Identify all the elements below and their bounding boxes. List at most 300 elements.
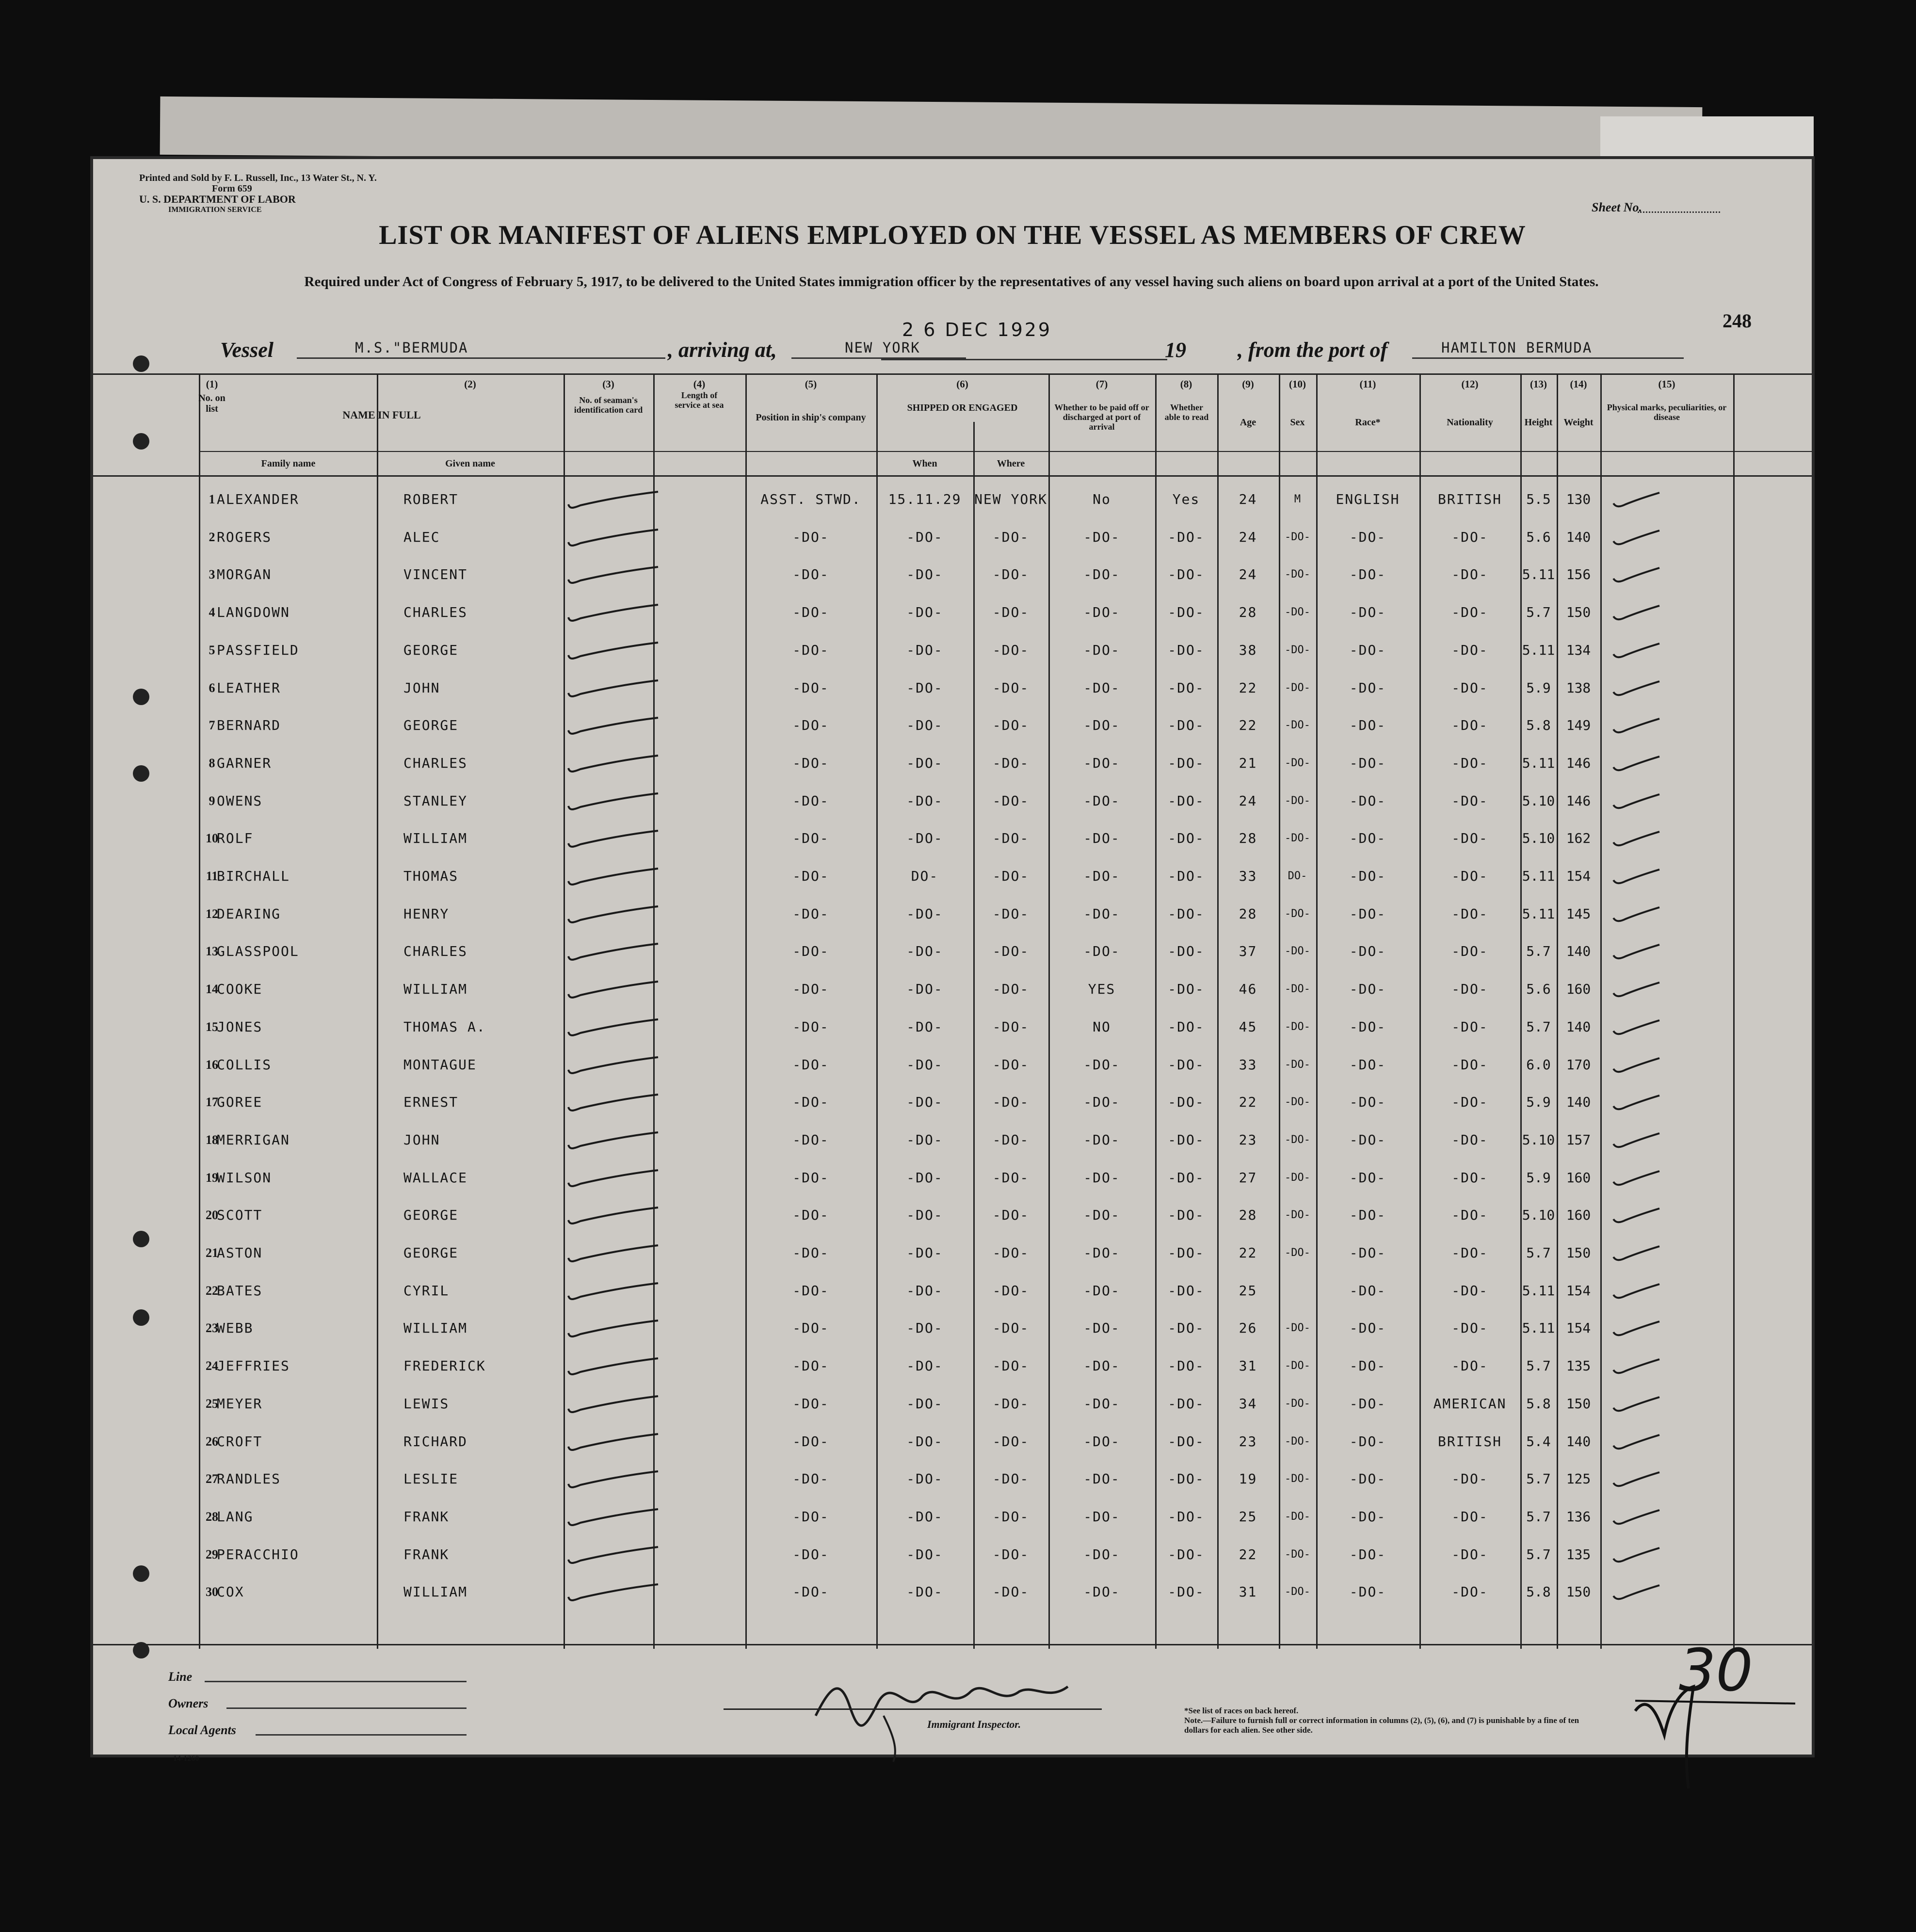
table-row [93,783,1812,820]
physical-check-mark [1611,1432,1664,1451]
sex: -DO- [1285,644,1310,656]
year-label: 19 [1165,338,1186,362]
row-number: 10 [206,831,218,846]
paid-off: -DO- [1083,830,1120,847]
form-code: 14-1260 [173,1755,199,1763]
given-name: JOHN [403,1131,440,1148]
height: 5.11 [1522,566,1555,583]
able-to-read: -DO- [1168,1056,1205,1073]
race: -DO- [1349,1546,1386,1562]
col-header-height: Height [1524,417,1553,428]
shipped-when: -DO- [906,1546,943,1562]
nationality: -DO- [1451,943,1488,960]
able-to-read: -DO- [1168,604,1205,621]
shipped-when: -DO- [906,830,943,847]
table-row [93,1122,1812,1159]
position: -DO- [792,1471,829,1487]
paid-off: -DO- [1083,1584,1120,1600]
physical-check-mark [1611,1130,1664,1150]
height: 5.8 [1526,717,1551,734]
able-to-read: -DO- [1168,792,1205,809]
row-number: 6 [209,680,215,695]
weight: 140 [1566,1018,1591,1035]
sex: -DO- [1285,757,1310,769]
shipped-where: -DO- [992,1094,1030,1111]
age: 24 [1239,566,1257,583]
race: ENGLISH [1336,491,1400,507]
shipped-when: -DO- [906,755,943,771]
table-row [93,1385,1812,1422]
physical-check-mark [1611,1168,1664,1188]
departure-port: HAMILTON BERMUDA [1412,339,1684,359]
given-name: GEORGE [403,642,459,658]
physical-check-mark [1611,1055,1664,1075]
race: -DO- [1349,1282,1386,1299]
sex: -DO- [1285,1020,1310,1033]
paid-off: -DO- [1083,943,1120,960]
col-header-id-card: No. of seaman's identification card [574,395,643,415]
shipped-when: -DO- [906,604,943,621]
weight: 157 [1566,1131,1591,1148]
weight: 140 [1566,1094,1591,1111]
nationality: -DO- [1451,981,1488,998]
shipped-when: -DO- [906,566,943,583]
table-row [93,1574,1812,1610]
col-number: (10) [1289,378,1306,390]
shipped-when: DO- [911,868,939,884]
shipped-where: -DO- [992,566,1030,583]
sex: -DO- [1285,1322,1310,1335]
shipped-where: -DO- [992,792,1030,809]
able-to-read: -DO- [1168,1433,1205,1449]
shipped-when: -DO- [906,943,943,960]
shipped-when: -DO- [906,1395,943,1412]
age: 34 [1239,1395,1257,1412]
height: 5.8 [1526,1584,1551,1600]
able-to-read: -DO- [1168,566,1205,583]
position: -DO- [792,1395,829,1412]
row-number: 29 [206,1547,218,1562]
paid-off: -DO- [1083,1546,1120,1562]
table-bottom-border [93,1644,1812,1645]
race: -DO- [1349,1056,1386,1073]
height: 5.7 [1526,1358,1551,1374]
paid-off: -DO- [1083,642,1120,658]
able-to-read: -DO- [1168,717,1205,734]
id-card-tick-mark [566,1243,663,1263]
table-row [93,1423,1812,1460]
race: -DO- [1349,1169,1386,1186]
family-name: DEARING [217,905,281,922]
shipped-where: -DO- [992,1433,1030,1449]
row-number: 15 [206,1019,218,1034]
col-header-family: Family name [261,458,316,469]
weight: 156 [1566,566,1591,583]
page-number: 248 [1723,310,1752,332]
given-name: VINCENT [403,566,468,583]
position: -DO- [792,679,829,696]
given-name: RICHARD [403,1433,468,1449]
given-name: CHARLES [403,943,468,960]
sex: DO- [1288,870,1307,882]
shipped-when: -DO- [906,1320,943,1336]
physical-check-mark [1611,754,1664,773]
paid-off: -DO- [1083,868,1120,884]
table-row [93,556,1812,593]
height: 5.10 [1522,792,1555,809]
shipped-where: -DO- [992,604,1030,621]
given-name: THOMAS A. [403,1018,486,1035]
weight: 125 [1566,1471,1591,1487]
id-card-tick-mark [566,490,663,509]
col-number: (13) [1530,378,1547,390]
paid-off: -DO- [1083,792,1120,809]
weight: 130 [1566,491,1591,507]
weight: 150 [1566,604,1591,621]
paid-off: -DO- [1083,1282,1120,1299]
nationality: -DO- [1451,1471,1488,1487]
given-name: FREDERICK [403,1358,486,1374]
able-to-read: -DO- [1168,642,1205,658]
family-name: COX [217,1584,244,1600]
race: -DO- [1349,792,1386,809]
weight: 150 [1566,1245,1591,1261]
family-name: MERRIGAN [217,1131,290,1148]
family-name: ROLF [217,830,254,847]
height: 5.10 [1522,830,1555,847]
family-name: LEATHER [217,679,281,696]
position: -DO- [792,1056,829,1073]
id-card-tick-mark [566,980,663,999]
nationality: -DO- [1451,566,1488,583]
nationality: AMERICAN [1433,1395,1507,1412]
col-header-where: Where [997,458,1025,469]
id-card-tick-mark [566,1319,663,1338]
physical-check-mark [1611,1093,1664,1112]
paid-off: -DO- [1083,1471,1120,1487]
id-card-tick-mark [566,678,663,698]
table-row [93,858,1812,895]
paid-off: -DO- [1083,604,1120,621]
id-card-tick-mark [566,1281,663,1301]
position: -DO- [792,717,829,734]
height: 5.7 [1526,1546,1551,1562]
row-number: 30 [206,1585,218,1599]
able-to-read: -DO- [1168,1207,1205,1224]
col-header-sex: Sex [1290,417,1305,428]
id-card-tick-mark [566,641,663,660]
able-to-read: Yes [1172,491,1200,507]
row-number: 2 [209,530,215,544]
nationality: -DO- [1451,1245,1488,1261]
sex: -DO- [1285,531,1310,543]
sex: -DO- [1285,1133,1310,1146]
physical-check-mark [1611,980,1664,999]
family-name: MEYER [217,1395,263,1412]
age: 24 [1239,792,1257,809]
family-name: MORGAN [217,566,272,583]
id-card-tick-mark [566,565,663,584]
family-name: ROGERS [217,529,272,545]
physical-check-mark [1611,603,1664,622]
physical-check-mark [1611,678,1664,698]
race: -DO- [1349,604,1386,621]
race: -DO- [1349,1358,1386,1374]
handwritten-mark [1630,1682,1718,1793]
position: -DO- [792,1094,829,1111]
able-to-read: -DO- [1168,943,1205,960]
sex: -DO- [1285,1096,1310,1109]
weight: 146 [1566,792,1591,809]
family-name: JONES [217,1018,263,1035]
physical-check-mark [1611,1281,1664,1301]
page-subtitle: Required under Act of Congress of February 5, 1917, to be delivered to the United States immigration officer by the representatives of any vessel having such aliens on board upon arrival at a port of the United States. [304,274,1599,290]
age: 38 [1239,642,1257,658]
shipped-where: -DO- [992,1245,1030,1261]
given-name: LESLIE [403,1471,459,1487]
able-to-read: -DO- [1168,981,1205,998]
weight: 150 [1566,1395,1591,1412]
paid-off: -DO- [1083,1094,1120,1111]
family-name: LANG [217,1508,254,1525]
weight: 160 [1566,1207,1591,1224]
row-number: 20 [206,1208,218,1223]
physical-check-mark [1611,1469,1664,1489]
position: -DO- [792,755,829,771]
underlying-sheet [160,97,1703,165]
nationality: -DO- [1451,905,1488,922]
race: -DO- [1349,905,1386,922]
race: -DO- [1349,755,1386,771]
table-row [93,1009,1812,1046]
row-number: 13 [206,944,218,959]
col-number: (11) [1359,378,1376,390]
height: 5.11 [1522,905,1555,922]
table-row [93,1272,1812,1309]
nationality: -DO- [1451,529,1488,545]
nationality: -DO- [1451,1358,1488,1374]
col-number: (8) [1180,378,1192,390]
age: 25 [1239,1282,1257,1299]
physical-check-mark [1611,1319,1664,1338]
height: 5.7 [1526,604,1551,621]
position: -DO- [792,1508,829,1525]
paid-off: -DO- [1083,1358,1120,1374]
manifest-sheet [93,159,1812,1763]
id-card-tick-mark [566,1130,663,1150]
shipped-where: -DO- [992,1056,1030,1073]
row-number: 23 [206,1321,218,1336]
race: -DO- [1349,566,1386,583]
table-row [93,745,1812,782]
col-number: (5) [805,378,817,390]
weight: 162 [1566,830,1591,847]
id-card-tick-mark [566,716,663,735]
weight: 135 [1566,1358,1591,1374]
shipped-when: -DO- [906,1358,943,1374]
shipped-when: -DO- [906,1433,943,1449]
given-name: WILLIAM [403,1584,468,1600]
height: 5.10 [1522,1207,1555,1224]
shipped-when: -DO- [906,717,943,734]
row-number: 4 [209,605,215,620]
given-name: GEORGE [403,1245,459,1261]
shipped-when: 15.11.29 [888,491,962,507]
form-number: Form 659 [212,183,252,194]
race: -DO- [1349,1508,1386,1525]
col-header-age: Age [1240,417,1256,428]
inspector-signature [796,1658,1097,1764]
shipped-where: -DO- [992,1169,1030,1186]
table-row [93,1046,1812,1083]
table-row [93,481,1812,518]
nationality: -DO- [1451,1094,1488,1111]
able-to-read: -DO- [1168,1018,1205,1035]
paid-off: -DO- [1083,679,1120,696]
able-to-read: -DO- [1168,1395,1205,1412]
table-row [93,632,1812,669]
sex: -DO- [1285,1586,1310,1598]
age: 23 [1239,1433,1257,1449]
table-row [93,1461,1812,1497]
family-name: JEFFRIES [217,1358,290,1374]
line-label: Line [168,1670,193,1684]
crew-table [93,373,1812,1649]
col-header-physical: Physical marks, peculiarities, or disease [1607,402,1727,422]
id-card-tick-mark [566,528,663,547]
position: -DO- [792,1433,829,1449]
row-number: 3 [209,567,215,582]
id-card-tick-mark [566,1545,663,1564]
race: -DO- [1349,830,1386,847]
age: 24 [1239,529,1257,545]
races-footnote: *See list of races on back hereof. [1184,1706,1299,1715]
shipped-where: -DO- [992,830,1030,847]
position: -DO- [792,1169,829,1186]
height: 5.9 [1526,1169,1551,1186]
age: 22 [1239,679,1257,696]
physical-check-mark [1611,1206,1664,1225]
family-name: BATES [217,1282,263,1299]
family-name: SCOTT [217,1207,263,1224]
paid-off: -DO- [1083,1320,1120,1336]
col-header-weight: Weight [1563,417,1594,428]
position: -DO- [792,1584,829,1600]
able-to-read: -DO- [1168,1282,1205,1299]
age: 33 [1239,1056,1257,1073]
row-number: 17 [206,1095,218,1110]
nationality: -DO- [1451,1056,1488,1073]
shipped-where: -DO- [992,1584,1030,1600]
table-row [93,594,1812,631]
family-name: GOREE [217,1094,263,1111]
sex: -DO- [1285,1473,1310,1485]
punch-hole [133,1309,149,1326]
given-name: STANLEY [403,792,468,809]
weight: 138 [1566,679,1591,696]
able-to-read: -DO- [1168,1471,1205,1487]
nationality: -DO- [1451,1282,1488,1299]
age: 19 [1239,1471,1257,1487]
race: -DO- [1349,1471,1386,1487]
position: -DO- [792,1546,829,1562]
able-to-read: -DO- [1168,868,1205,884]
given-name: MONTAGUE [403,1056,477,1073]
paid-off: -DO- [1083,1169,1120,1186]
family-name: OWENS [217,792,263,809]
nationality: -DO- [1451,1320,1488,1336]
sex: -DO- [1285,983,1310,996]
weight: 135 [1566,1546,1591,1562]
paid-off: -DO- [1083,905,1120,922]
table-row [93,933,1812,970]
physical-check-mark [1611,641,1664,660]
nationality: -DO- [1451,792,1488,809]
position: -DO- [792,604,829,621]
family-name: BERNARD [217,717,281,734]
col-header-shipped: SHIPPED OR ENGAGED [907,402,1018,413]
table-row [93,1348,1812,1385]
punch-hole [133,1642,149,1658]
physical-check-mark [1611,1394,1664,1414]
punch-hole [133,433,149,450]
height: 5.7 [1526,943,1551,960]
sex: -DO- [1285,1510,1310,1523]
age: 27 [1239,1169,1257,1186]
weight: 160 [1566,981,1591,998]
id-card-tick-mark [566,942,663,961]
position: -DO- [792,529,829,545]
height: 5.5 [1526,491,1551,507]
paid-off: NO [1093,1018,1111,1035]
nationality: BRITISH [1437,491,1502,507]
id-card-tick-mark [566,1055,663,1075]
age: 31 [1239,1584,1257,1600]
paid-off: -DO- [1083,1131,1120,1148]
shipped-when: -DO- [906,981,943,998]
id-card-tick-mark [566,1093,663,1112]
sex: -DO- [1285,1247,1310,1259]
race: -DO- [1349,1094,1386,1111]
position: -DO- [792,566,829,583]
nationality: -DO- [1451,1207,1488,1224]
table-row [93,670,1812,707]
race: -DO- [1349,1245,1386,1261]
given-name: GEORGE [403,717,459,734]
id-card-tick-mark [566,1469,663,1489]
position: -DO- [792,830,829,847]
shipped-where: -DO- [992,905,1030,922]
printer-line: Printed and Sold by F. L. Russell, Inc., 13 Water St., N. Y. [139,173,377,183]
row-number: 18 [206,1132,218,1147]
age: 28 [1239,604,1257,621]
department-name: U. S. DEPARTMENT OF LABOR [139,193,296,205]
col-number: (7) [1095,378,1108,390]
weight: 134 [1566,642,1591,658]
position: -DO- [792,1358,829,1374]
row-number: 22 [206,1283,218,1298]
sex: -DO- [1285,794,1310,807]
able-to-read: -DO- [1168,1169,1205,1186]
position: -DO- [792,642,829,658]
total-count: 30 [1679,1637,1753,1705]
physical-check-mark [1611,1356,1664,1376]
footnotes [1184,1706,1582,1735]
table-row [93,896,1812,933]
weight: 170 [1566,1056,1591,1073]
family-name: COLLIS [217,1056,272,1073]
given-name: CHARLES [403,755,468,771]
